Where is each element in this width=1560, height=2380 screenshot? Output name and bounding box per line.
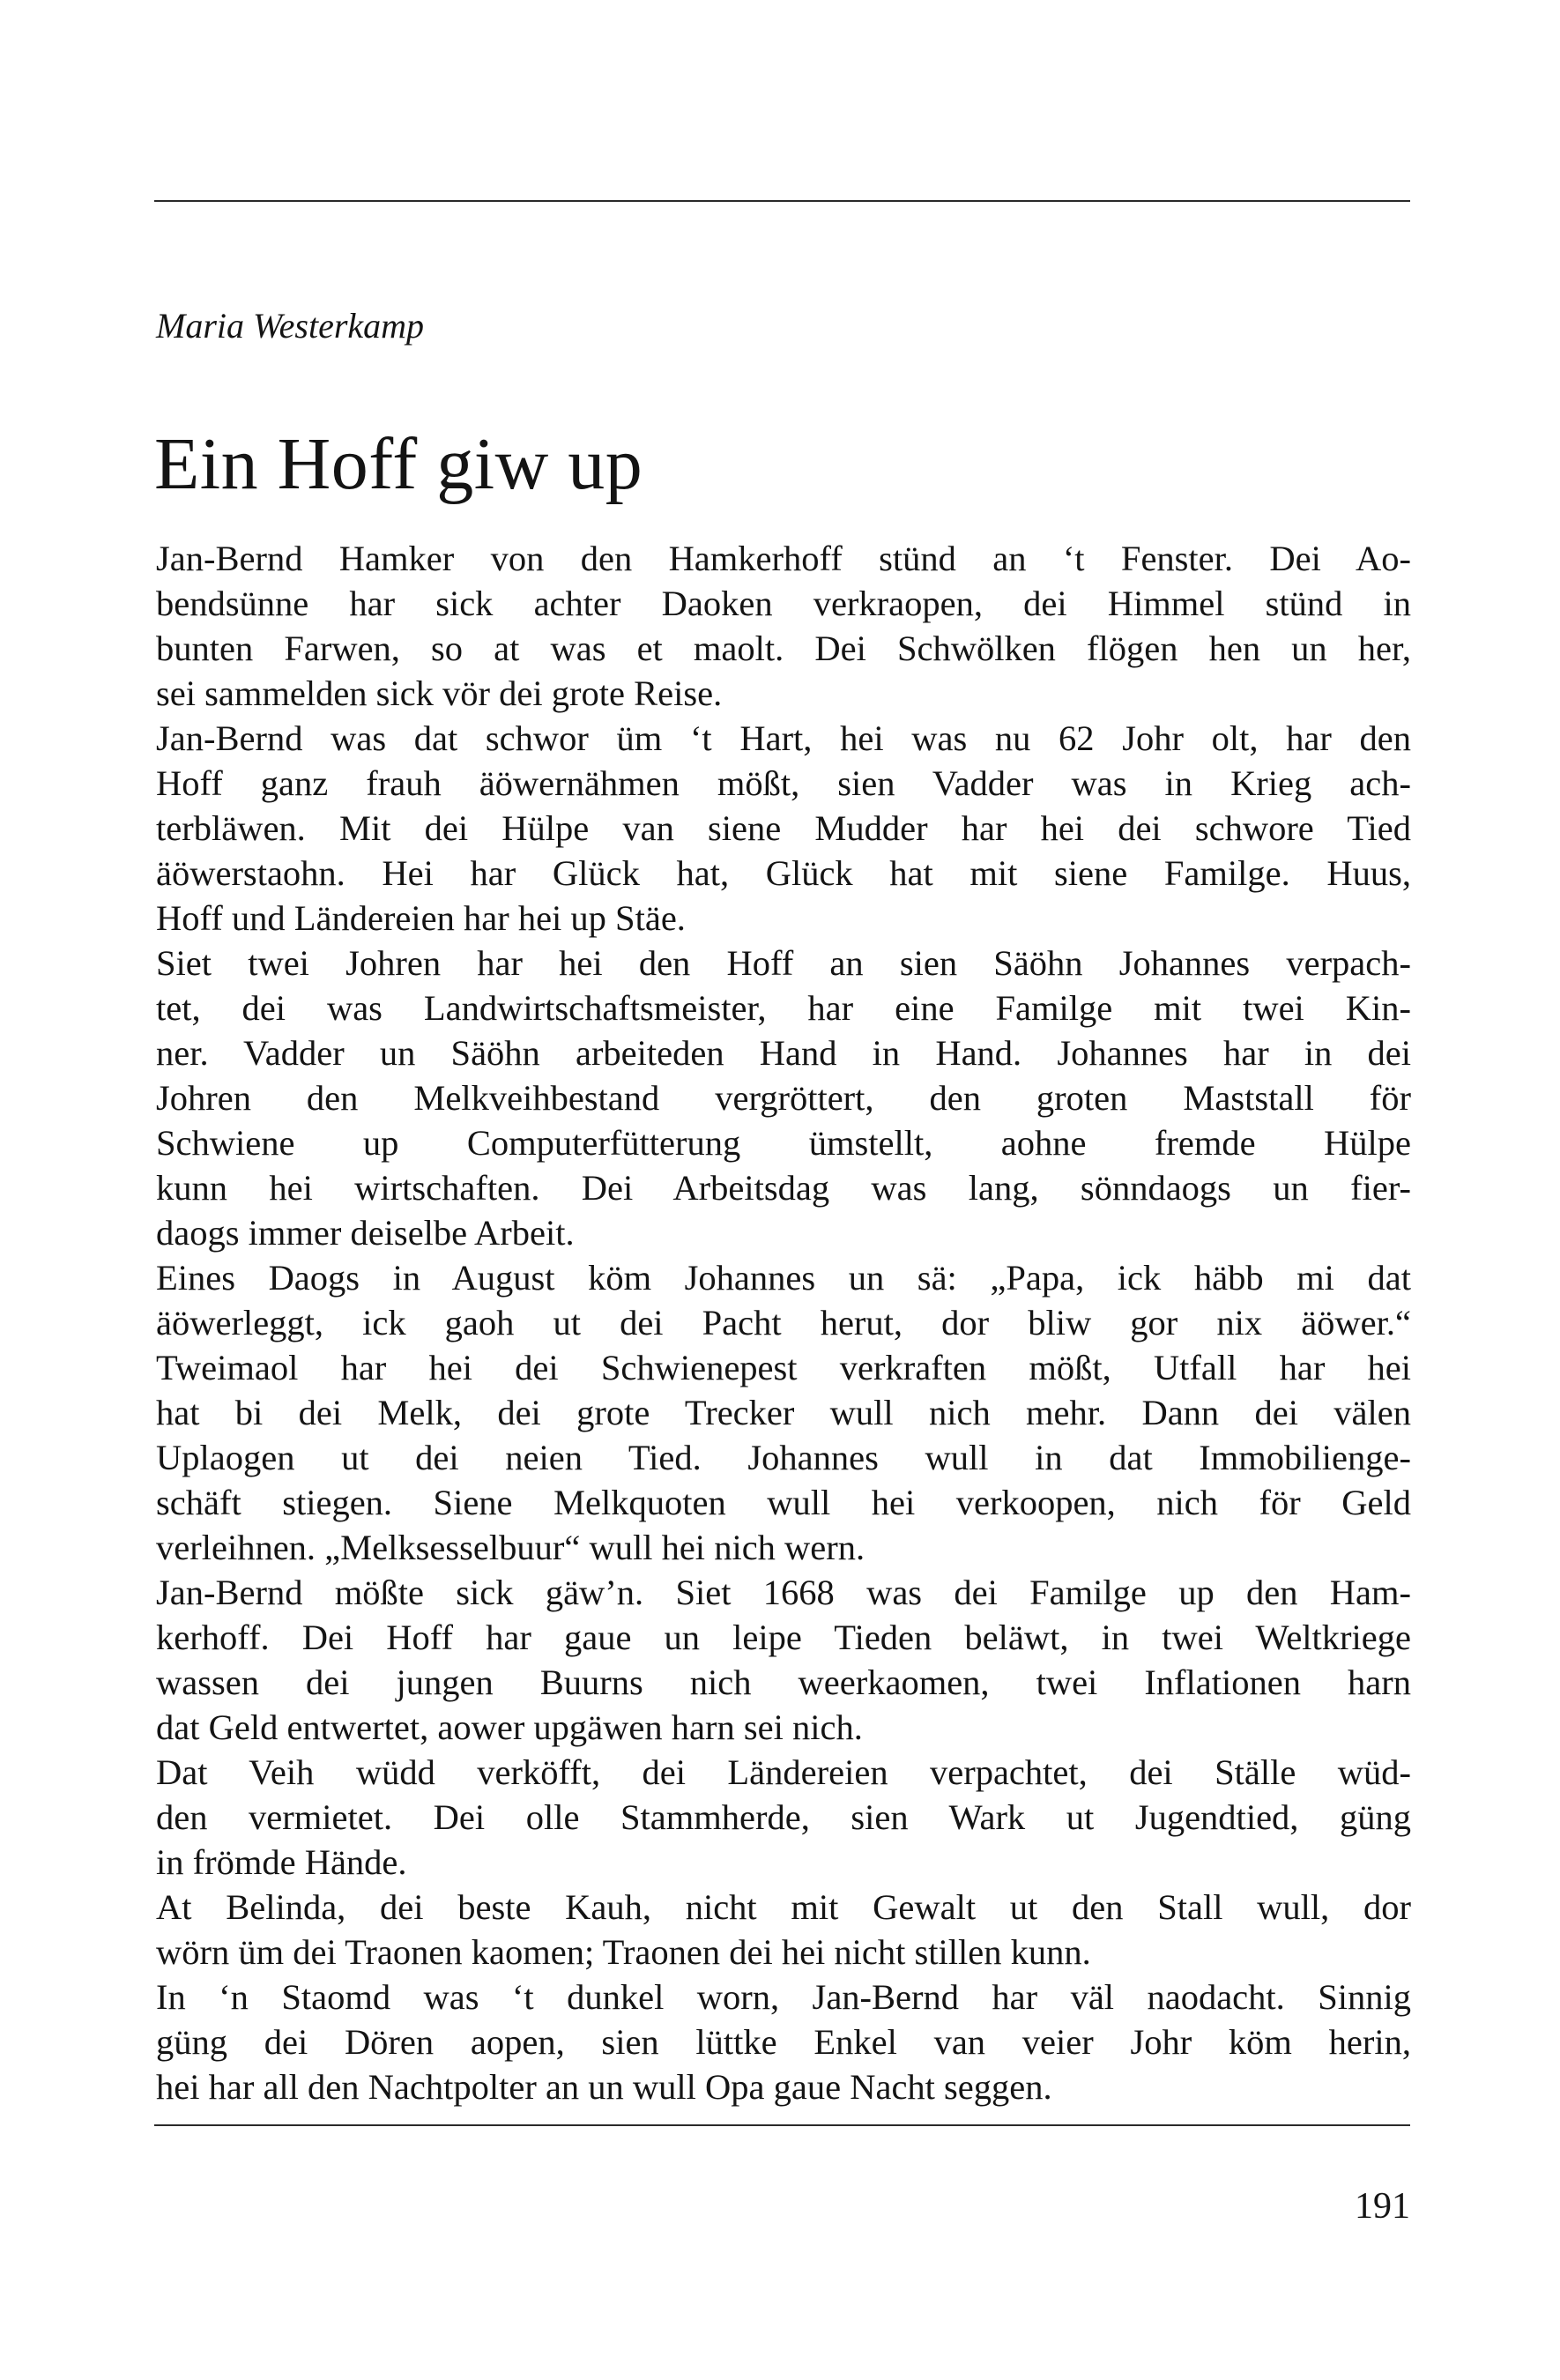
text-line: Johren den Melkveihbestand vergröttert, den groten Maststall för bbox=[156, 1078, 1411, 1118]
text-line: den vermietet. Dei olle Stammherde, sien Wark ut Jugendtied, güng bbox=[156, 1797, 1411, 1837]
text-line: bunten Farwen, so at was et maolt. Dei Schwölken flögen hen un her, bbox=[156, 628, 1411, 668]
text-line: äöwerleggt, ick gaoh ut dei Pacht herut, dor bliw gor nix äöwer.“ bbox=[156, 1303, 1411, 1342]
text-line: dat Geld entwertet, aower upgäwen harn sei nich. bbox=[156, 1707, 863, 1747]
paragraph bbox=[156, 1255, 1411, 1570]
text-line: sei sammelden sick vör dei grote Reise. bbox=[156, 673, 723, 713]
text-line: verleihnen. „Melksesselbuur“ wull hei nich wern. bbox=[156, 1528, 865, 1567]
paragraph bbox=[156, 1885, 1411, 1975]
text-line: Dat Veih wüdd verköfft, dei Ländereien verpachtet, dei Ställe wüd- bbox=[156, 1752, 1411, 1792]
text-line: ner. Vadder un Säöhn arbeiteden Hand in Hand. Johannes har in dei bbox=[156, 1033, 1411, 1073]
text-line: Jan-Bernd was dat schwor üm ‘t Hart, hei was nu 62 Johr olt, har den bbox=[156, 718, 1411, 758]
text-line: Tweimaol har hei dei Schwienepest verkraften mößt, Utfall har hei bbox=[156, 1348, 1411, 1387]
text-line: güng dei Dören aopen, sien lüttke Enkel van veier Johr köm herin, bbox=[156, 2022, 1411, 2062]
text-line: Eines Daogs in August köm Johannes un sä: „Papa, ick häbb mi dat bbox=[156, 1258, 1411, 1298]
text-line: hat bi dei Melk, dei grote Trecker wull nich mehr. Dann dei välen bbox=[156, 1393, 1411, 1432]
text-line: äöwerstaohn. Hei har Glück hat, Glück hat mit siene Familge. Huus, bbox=[156, 853, 1411, 893]
text-line: tet, dei was Landwirtschaftsmeister, har eine Familge mit twei Kin- bbox=[156, 988, 1411, 1028]
author-name: Maria Westerkamp bbox=[156, 306, 425, 346]
text-line: kerhoff. Dei Hoff har gaue un leipe Tieden beläwt, in twei Weltkriege bbox=[156, 1618, 1411, 1657]
paragraph bbox=[156, 536, 1411, 716]
text-line: Jan-Bernd mößte sick gäw’n. Siet 1668 was dei Familge up den Ham- bbox=[156, 1573, 1411, 1612]
bottom-rule bbox=[154, 2124, 1410, 2126]
paragraph bbox=[156, 716, 1411, 941]
text-line: Siet twei Johren har hei den Hoff an sien Säöhn Johannes verpach- bbox=[156, 943, 1411, 983]
text-line: Jan-Bernd Hamker von den Hamkerhoff stünd an ‘t Fenster. Dei Ao- bbox=[156, 539, 1411, 578]
text-line: Hoff und Ländereien har hei up Stäe. bbox=[156, 898, 686, 938]
text-line: bendsünne har sick achter Daoken verkraopen, dei Himmel stünd in bbox=[156, 584, 1411, 623]
text-line: hei har all den Nachtpolter an un wull Opa gaue Nacht seggen. bbox=[156, 2067, 1052, 2107]
paragraph bbox=[156, 941, 1411, 1255]
text-line: At Belinda, dei beste Kauh, nicht mit Gewalt ut den Stall wull, dor bbox=[156, 1887, 1411, 1927]
text-line: schäft stiegen. Siene Melkquoten wull hei verkoopen, nich för Geld bbox=[156, 1483, 1411, 1522]
text-line: In ‘n Staomd was ‘t dunkel worn, Jan-Bernd har väl naodacht. Sinnig bbox=[156, 1977, 1411, 2017]
text-line: daogs immer deiselbe Arbeit. bbox=[156, 1213, 575, 1253]
text-line: wassen dei jungen Buurns nich weerkaomen, twei Inflationen harn bbox=[156, 1662, 1411, 1702]
text-line: Schwiene up Computerfütterung ümstellt, aohne fremde Hülpe bbox=[156, 1123, 1411, 1163]
text-line: wörn üm dei Traonen kaomen; Traonen dei hei nicht stillen kunn. bbox=[156, 1932, 1091, 1972]
text-line: in frömde Hände. bbox=[156, 1842, 407, 1882]
story-title: Ein Hoff giw up bbox=[154, 423, 643, 505]
paragraph bbox=[156, 1750, 1411, 1885]
text-line: Hoff ganz frauh äöwernähmen mößt, sien Vadder was in Krieg ach- bbox=[156, 763, 1411, 803]
text-line: terbläwen. Mit dei Hülpe van siene Mudder har hei dei schwore Tied bbox=[156, 808, 1411, 848]
paragraph bbox=[156, 1975, 1411, 2109]
text-line: kunn hei wirtschaften. Dei Arbeitsdag was lang, sönndaogs un fier- bbox=[156, 1168, 1411, 1208]
text-line: Uplaogen ut dei neien Tied. Johannes wull in dat Immobilienge- bbox=[156, 1438, 1411, 1477]
page-number: 191 bbox=[1355, 2186, 1410, 2227]
top-rule bbox=[154, 200, 1410, 202]
story-body bbox=[156, 536, 1411, 2109]
paragraph bbox=[156, 1570, 1411, 1750]
